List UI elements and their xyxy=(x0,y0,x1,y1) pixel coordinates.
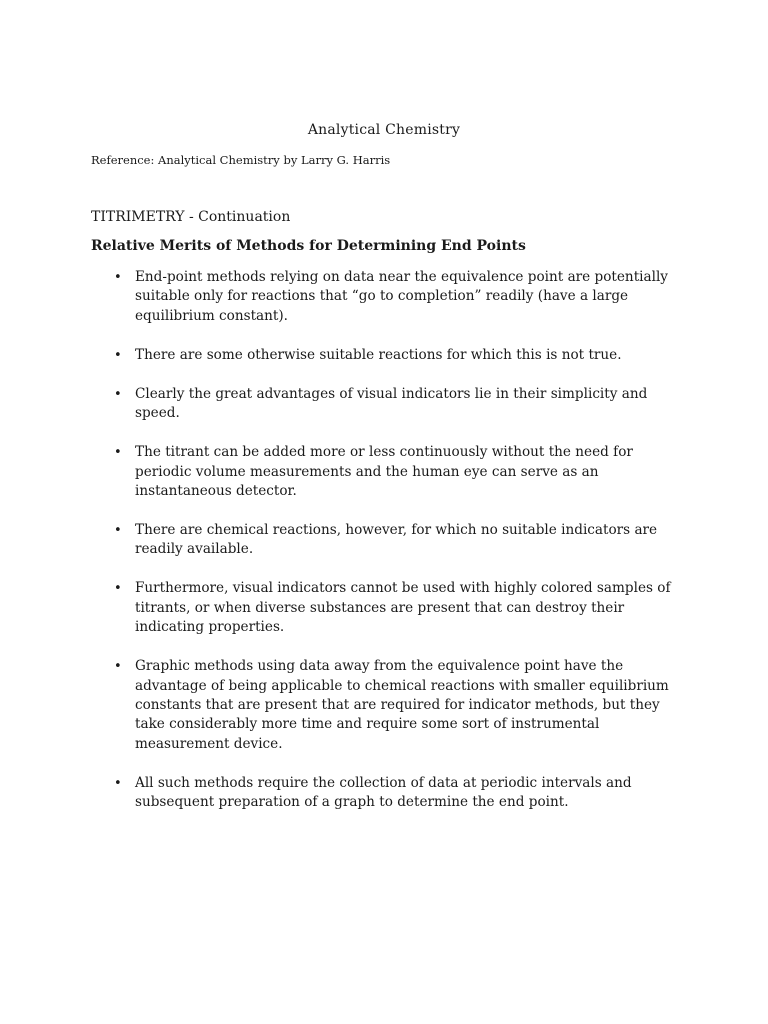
bullet-item xyxy=(0,268,685,326)
bullet-list xyxy=(0,268,768,832)
bullet-marker: • xyxy=(114,270,122,285)
bullet-text: Clearly the great advantages of visual indicators lie in their simplicity and speed. xyxy=(135,385,648,422)
bullet-text: Graphic methods using data away from the equivalence point have the advantage of being applicable to chemical reactions with smaller equilibrium constants that are present that are required for indicator methods, but they take considerably more time and require some sort of instrumental measurement device. xyxy=(135,658,669,752)
bullet-item xyxy=(0,774,685,813)
bullet-marker: • xyxy=(114,347,122,363)
bullet-marker: • xyxy=(114,386,122,402)
bullet-item xyxy=(0,385,685,424)
bullet-marker: • xyxy=(114,445,122,461)
bullet-marker: • xyxy=(114,659,122,675)
bullet-item xyxy=(0,346,685,365)
bullet-text: End-point methods relying on data near the equivalence point are potentially suitable only for reactions that “go to completion” readily (have a large equilibrium constant). xyxy=(135,269,668,324)
subsection-heading: Relative Merits of Methods for Determining End Points xyxy=(91,238,526,254)
bullet-marker: • xyxy=(114,581,122,597)
bullet-item xyxy=(0,579,685,637)
bullet-text: All such methods require the collection of data at periodic intervals and subsequent preparation of a graph to determine the end point. xyxy=(135,774,632,811)
bullet-item xyxy=(0,443,685,501)
bullet-text: There are some otherwise suitable reactions for which this is not true. xyxy=(135,346,622,363)
bullet-item xyxy=(0,657,685,754)
bullet-text: Furthermore, visual indicators cannot be used with highly colored samples of titrants, or when diverse substances are present that can destroy their indicating properties. xyxy=(135,580,671,636)
bullet-text: The titrant can be added more or less continuously without the need for periodic volume measurements and the human eye can serve as an instantaneous detector. xyxy=(135,444,633,500)
bullet-text: There are chemical reactions, however, for which no suitable indicators are readily available. xyxy=(135,522,658,558)
bullet-marker: • xyxy=(114,523,122,539)
bullet-marker: • xyxy=(114,775,122,791)
bullet-item xyxy=(0,521,685,560)
section-title: TITRIMETRY - Continuation xyxy=(91,209,291,225)
document-title: Analytical Chemistry xyxy=(307,122,461,138)
reference-line: Reference: Analytical Chemistry by Larry G. Harris xyxy=(91,153,391,167)
